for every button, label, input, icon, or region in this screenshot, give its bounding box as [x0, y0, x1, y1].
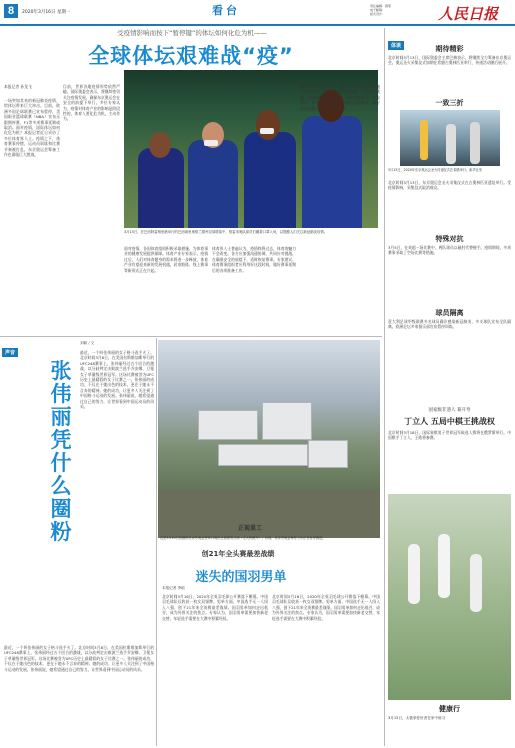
main-headline: 全球体坛艰难战“疫”	[88, 44, 294, 68]
sidebar-caption-2: 3月13日，2020年东京奥运会圣火传递仪式在希腊举行。新华社发	[388, 168, 482, 172]
center-text-1: 北京时间3月16日，2020年全英羽毛球公开赛落下帷幕。中国羽毛球队仅收获一枚女双银牌。男单方面，中国选手无一人闯入八强，创下21年来全英赛最差战绩。国羽男单如何走出低谷，成为外界关注的焦点。专家认为，国羽男单需要加快新老交替，年轻选手需要在大赛中积累经验。	[162, 594, 268, 621]
main-column-3: 面对疫情，各国体育组织积极采取措施，为体育事业的健康发展提供保障。体育产业专家表示，疫情过后，人们对体育健身的需求将进一步释放，体育产业有望迎来新的发展机遇。居家锻炼、线上赛事等新形式正在兴起。	[124, 246, 208, 273]
center-kicker: 创21年全头赛最差战绩	[201, 550, 275, 558]
center-text-2: 北京时间3月16日，2020年全英羽毛球公开赛落下帷幕。中国羽毛球队仅收获一枚女双银牌。男单方面，中国选手无一人闯入八强，创下21年来全英赛最差战绩。国羽男单如何走出低谷，成为外界关注的焦点。专家认为，国羽男单需要加快新老交替，年轻选手需要在大赛中积累经验。	[272, 594, 380, 621]
page-header	[0, 0, 515, 28]
torch-relay-photo	[400, 110, 500, 166]
voice-text-cont: 最近，一个叫张伟丽的女子格斗选手火了。北京时间3月8日，在美国拉斯维加斯举行的UFC248赛事上，张伟丽经过五个回合的激战，以分歧判定击败波兰选手乔安娜，卫冕女子草量级世界冠军。这场比赛被誉为UFC历史上最精彩的女子比赛之一。张伟丽的成功，不仅在于她出色的技术，更在于她永不言弃的精神。她的成功，让更多人关注到了中国格斗运动的发展。张伟丽说，她希望通过自己的努力，让世界看到中国运动员的风采。	[4, 645, 154, 672]
sidebar-title-5: 丁立人 五局中棋王挑战权	[404, 416, 495, 426]
main-column-1: 一场突如其来的新冠肺炎疫情，给体坛带来巨大冲击。目前，欧洲多国足球联赛已宣布暂停，美国职业篮球联赛（NBA）宣布无限期停赛，F1等多项赛事延期或取消。面对疫情，国际体坛如何化危为机？本报记者近日采访了多位体育界人士。疫情之下，体育赛事停摆，运动员训练和比赛节奏被打乱，东京奥运会筹备工作也面临巨大挑战。	[4, 98, 60, 158]
center-photo-caption: 这是3月15日拍摄的北京冬奥会张家口赛区云顶滑雪公园（无人机照片）。目前，北京冬奥会筹办工作正在有序推进。	[160, 536, 326, 540]
ski-resort-photo	[158, 340, 380, 538]
main-kicker: 受疫情影响而按下“暂停键”的体坛如何化危为机——	[117, 29, 267, 37]
sidebar-title-2: 一致三折	[435, 98, 464, 107]
voice-divider	[156, 338, 157, 746]
main-column-4: 体育界人士普遍认为，疫情终将过去，体育的魅力不会改变。各方应加强沟通协调，共同应对挑战，在确保安全的前提下，适时恢复赛事。专家建议，体育赛事组织者应利用好这段时间，做好赛事延期后的各项准备工作。	[212, 246, 296, 273]
voice-tag-label: 声音	[2, 348, 18, 357]
editor-credits: 责任编辑：薛原 电子邮箱： 版式设计：	[370, 4, 392, 16]
sidebar-text-1: 北京时间3月13日，国际奥委会主席巴赫表示，将继续全力筹备东京奥运会。奥运圣火采集仪式如期在希腊古奥林匹亚举行，传递活动随后展开。	[388, 55, 511, 66]
voice-headline: 张伟丽凭什么圈粉	[50, 359, 72, 544]
center-photo-label: 正视重工	[237, 525, 262, 532]
tai-chi-photo	[388, 494, 511, 700]
photo-caption: 3月15日，在巴西阿雷格里港举行的巴西南里奥格兰德州足球联赛中，格雷米奥队球员们戴着口罩入场，以提醒人们关注新冠肺炎疫情。	[124, 230, 328, 234]
voice-text: 最近，一个叫张伟丽的女子格斗选手火了。北京时间3月8日，在美国拉斯维加斯举行的UFC248赛事上，张伟丽经过五个回合的激战，以分歧判定击败波兰选手乔安娜，卫冕女子草量级世界冠军。这场比赛被誉为UFC历史上最精彩的女子比赛之一。张伟丽的成功，不仅在于她出色的技术，更在于她永不言弃的精神。她的成功，让更多人关注到了中国格斗运动的发展。张伟丽说，她希望通过自己的努力，让世界看到中国运动员的风采。	[80, 350, 154, 410]
issue-date: 2020年3月16日 星期一	[22, 10, 71, 15]
header-rule	[0, 24, 515, 26]
main-column-2: 目前，世界各地疫情形势依然严峻。国际奥委会表示，将继续密切关注疫情发展，确保东京奥运会在安全的前提下举行。多位专家认为，疫情对体育产业的影响是阶段性的，体育人要化危为机，主动作为。	[63, 84, 120, 122]
voice-byline: 刘硕 / 文	[80, 341, 95, 345]
sidebar-text-3: 3月5日，在英超一场比赛中，两队球员以碰肘代替握手。疫情期间，多项赛事采取了空场比赛等措施。	[388, 245, 511, 256]
sidebar-title-4: 球员隔离	[435, 308, 464, 317]
main-byline: 本报记者 孙龙飞	[4, 84, 32, 89]
main-column-5: 体育界人士普遍认为，疫情终将过去，体育的魅力不会改变。各方应加强沟通协调，共同应对挑战，在确保安全的前提下，适时恢复赛事。专家建议，体育赛事组织者应利用好这段时间，做好赛事延期后的各项准备工作。	[300, 84, 380, 111]
newspaper-logo: 人民日报	[438, 5, 499, 23]
center-headline: 迷失的国羽男单	[195, 570, 287, 585]
sidebar-caption-6: 3月15日，太极拳爱好者在家中练习	[388, 716, 446, 720]
voice-tag	[2, 339, 18, 358]
sidebar-title-6: 健康行	[439, 704, 460, 713]
sidebar-text-2: 北京时间3月13日，东京奥运会圣火采集仪式在古奥林匹亚遗址举行。受疫情影响，采集仪式取消观众。	[388, 180, 511, 191]
sidebar-text-4: 意大利足球甲级联赛多名球员确诊感染新冠肺炎，多支球队宣布全队隔离。欧洲足坛多家俱乐部宣布暂停训练。	[388, 319, 511, 330]
sidebar-tag-label: 体谈	[388, 41, 404, 50]
page-number: 8	[4, 4, 18, 18]
section-divider	[0, 336, 382, 337]
center-byline: 本报记者 李硕	[162, 586, 185, 590]
section-name: 看台	[212, 4, 240, 17]
sidebar-text-5: 北京时间3月18日，国际象棋男子世界冠军候选人赛将在俄罗斯举行。中国棋手丁立人、王皓将参赛。	[388, 430, 511, 441]
sidebar-title-1: 期待精彩	[435, 44, 464, 53]
sidebar-kicker-5: 国家级非遗人 葛开寿	[428, 408, 471, 413]
sidebar-title-3: 特殊对抗	[435, 234, 464, 243]
column-divider	[384, 28, 385, 746]
